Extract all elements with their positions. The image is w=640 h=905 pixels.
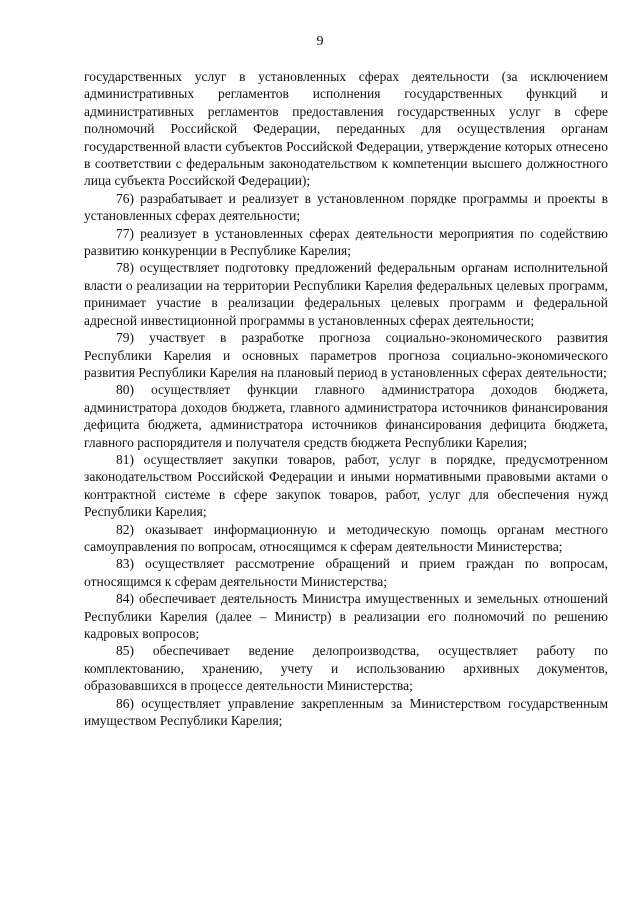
paragraph-continued: государственных услуг в установленных сферах деятельности (за исключением административных регламентов исполнения государственных функций и административных регламентов предоставления государственных услуг в сфере полномочий Российской Федерации, переданных для осуществления органам государственной власти субъектов Российской Федерации, утверждение которых отнесено в соответствии с федеральным законодательством к компетенции высшего должностного лица субъекта Российской Федерации); [84,69,608,189]
paragraph-item-80: 80) осуществляет функции главного администратора доходов бюджета, администратора доходов бюджета, главного администратора источников финансирования дефицита бюджета, администратора источников финансирования дефицита бюджета, главного распорядителя и получателя средств бюджета Республики Карелия; [84,382,608,450]
paragraph-item-83: 83) осуществляет рассмотрение обращений и прием граждан по вопросам, относящимся к сферам деятельности Министерства; [84,556,608,589]
paragraph-item-77: 77) реализует в установленных сферах деятельности мероприятия по содействию развитию конкуренции в Республике Карелия; [84,225,608,259]
paragraph-item-86: 86) осуществляет управление закрепленным за Министерством государственным имуществом Республики Карелия; [84,695,608,729]
paragraph-item-84: 84) обеспечивает деятельность Министра имущественных и земельных отношений Республики Карелия (далее – Министр) в реализации его полномочий по решению кадровых вопросов; [84,591,608,641]
paragraph-item-85: 85) обеспечивает ведение делопроизводства, осуществляет работу по комплектованию, хранению, учету и использованию архивных документов, образовавшихся в процессе деятельности Министерства; [84,643,608,694]
paragraph-item-81: 81) осуществляет закупки товаров, работ, услуг в порядке, предусмотренном законодательством Российской Федерации и иными нормативными правовыми актами о контрактной системе в сфере закупок товаров, работ, услуг для обеспечения нужд Республики Карелия; [84,451,608,520]
page-number: 9 [316,34,324,49]
document-body [84,68,608,729]
paragraph-item-76: 76) разрабатывает и реализует в установленном порядке программы и проекты в установленных сферах деятельности; [84,190,608,224]
paragraph-item-82: 82) оказывает информационную и методическую помощь органам местного самоуправления по вопросам, относящимся к сферам деятельности Министерства; [84,521,608,554]
paragraph-item-78: 78) осуществляет подготовку предложений федеральным органам исполнительной власти о реализации на территории Республики Карелия федеральных целевых программ, принимает участие в реализации федеральных целевых программ и федеральной адресной инвестиционной программы в установленных сферах деятельности; [84,260,608,328]
paragraph-item-79: 79) участвует в разработке прогноза социально-экономического развития Республики Карелия и основных параметров прогноза социально-экономического развития Республики Карелия на плановый период в установленных сферах деятельности; [84,330,608,380]
